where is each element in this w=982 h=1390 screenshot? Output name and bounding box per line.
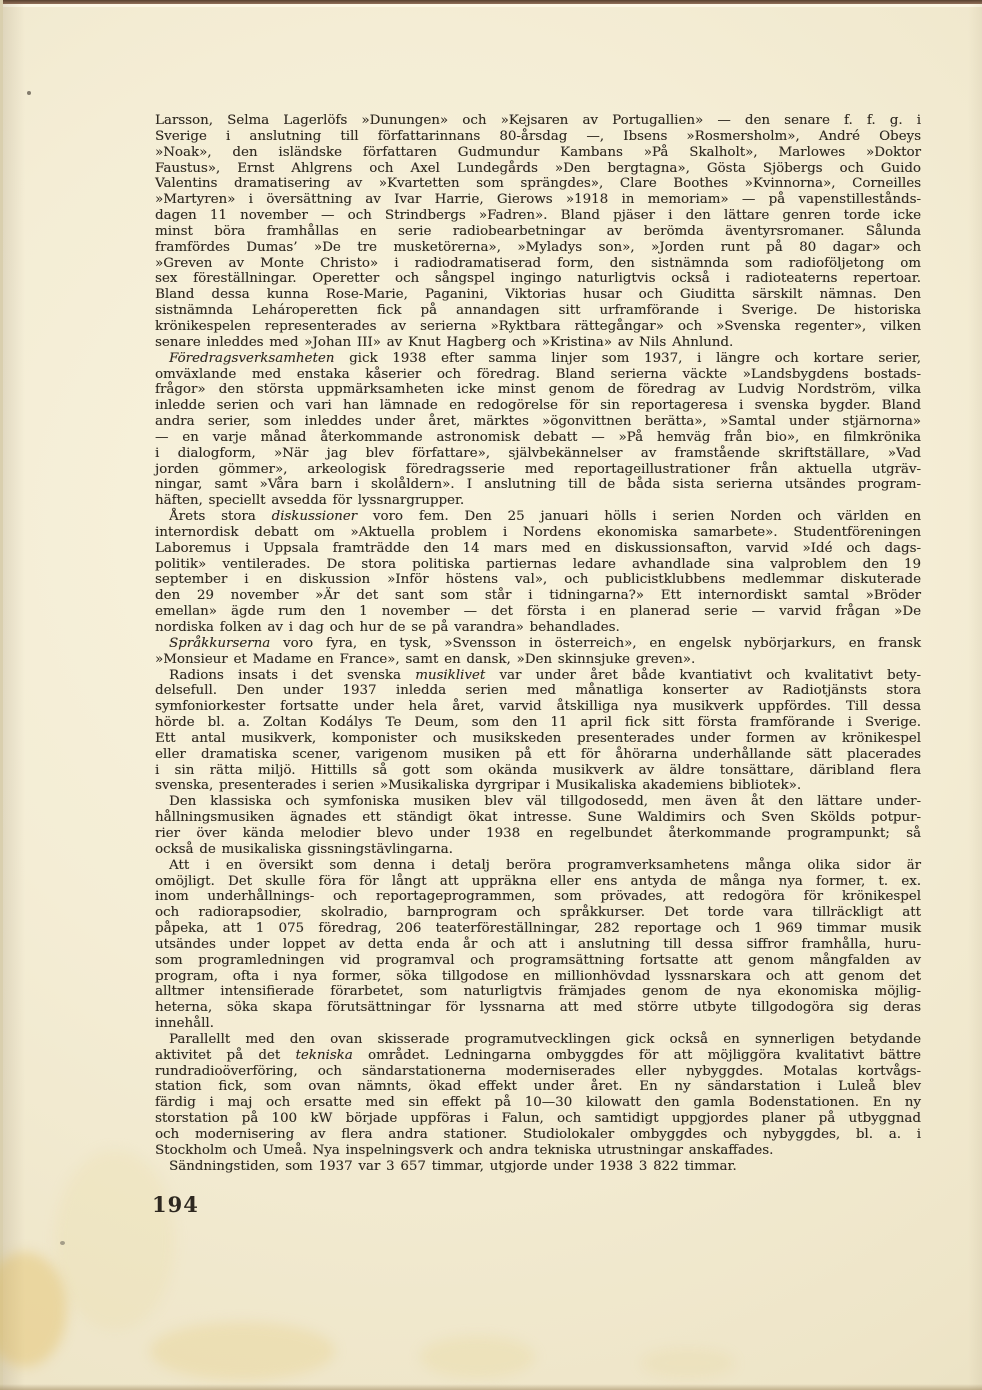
text-line: alltmer intensifierade förarbetet, som naturligtvis främjades genom de nya ekonomiska möjlig- bbox=[155, 984, 921, 1000]
text-line: jorden gömmer», arkeologisk föredragsserie med reportageillustrationer från aktuella utgräv- bbox=[155, 461, 921, 477]
text-line: i dialogform, »När jag blev författare», självbekännelser av framstående skriftställare, »Vad bbox=[155, 445, 921, 461]
text-line: sex föreställningar. Operetter och sångspel ingingo naturligtvis också i radioteaterns repertoar. bbox=[155, 271, 921, 287]
text-line: delsefull. Den under 1937 inledda serien med månatliga konserter av Radiotjänsts stora bbox=[155, 683, 921, 699]
text-line: svenska, presenterades i serien »Musikaliska dyrgripar i Musikaliska akademiens bibliotek». bbox=[155, 778, 802, 794]
text-line: färdig i maj och ersatte med sin effekt på 10—30 kilowatt den gamla Bodenstationen. En ny bbox=[155, 1095, 921, 1111]
text-line: »Noak», den isländske författaren Gudmundur Kambans »På Skalholt», Marlowes »Doktor bbox=[155, 144, 921, 160]
page-number: 194 bbox=[152, 1192, 199, 1217]
text-line: inom underhållnings- och reportageprogrammen, som prövades, att redogöra för krönikespel bbox=[155, 889, 921, 905]
text-line: Laboremus i Uppsala framträdde den 14 mars med en diskussionsafton, varvid »Idé och dags- bbox=[155, 540, 921, 556]
text-line: Föredragsverksamheten gick 1938 efter samma linjer som 1937, i längre och kortare serier, bbox=[169, 350, 921, 366]
text-line: Radions insats i det svenska musiklivet var under året både kvantiativt och kvalitativt bety- bbox=[169, 667, 921, 683]
page-right-shadow bbox=[968, 0, 982, 1390]
text-line: internordisk debatt om »Aktuella problem i Nordens ekonomiska samarbete». Studentföreningen bbox=[155, 524, 921, 540]
text-line: andra serier, som inleddes under året, märktes »ögonvittnen berätta», »Samtal under stjärnorna» bbox=[155, 414, 921, 430]
text-line: »Monsieur et Madame en France», samt en dansk, »Den skinnsjuke greven». bbox=[155, 651, 696, 667]
text-line: också de musikaliska gissningstävlingarna. bbox=[155, 841, 453, 857]
text-line: minst böra framhållas en serie radiobearbetningar av berömda äventyrsromaner. Sålunda bbox=[155, 223, 921, 239]
page-bottom-edge bbox=[0, 1384, 982, 1390]
text-line: omöjligt. Det skulle föra för långt att uppräkna eller ens antyda de många nya former, t. ex. bbox=[155, 873, 921, 889]
scan-stain bbox=[150, 1322, 335, 1380]
text-line: »Greven av Monte Christo» i radiodramatiserad form, den sistnämnda som radioföljetong om bbox=[155, 255, 921, 271]
text-line: Sverige i anslutning till författarinnans 80-årsdag —, Ibsens »Rosmersholm», André Obeys bbox=[155, 128, 921, 144]
text-line: september i en diskussion »Inför höstens val», och publicistklubbens medlemmar diskuterade bbox=[155, 572, 921, 588]
text-line: Den klassiska och symfoniska musiken blev väl tillgodosedd, men även åt den lättare under- bbox=[169, 794, 921, 810]
text-line: aktivitet på det tekniska området. Ledningarna ombyggdes för att möjliggöra kvalitativt bättre bbox=[155, 1047, 921, 1063]
text-line: program, ofta i nya former, söka tillgodose en millionhövdad lyssnarskara och att genom det bbox=[155, 968, 921, 984]
scan-stain bbox=[420, 1336, 535, 1378]
text-line: station fick, som ovan nämnts, ökad effekt under året. En ny sändarstation i Luleå blev bbox=[155, 1079, 921, 1095]
text-line: politik» ventilerades. De stora politiska partiernas ledare avhandlade sina valproblem den 19 bbox=[155, 556, 921, 572]
text-line: Faustus», Ernst Ahlgrens och Axel Lundegårds »Den bergtagna», Gösta Sjöbergs och Guido bbox=[155, 160, 921, 176]
text-line: den 29 november »Är det sant som står i tidningarna?» Ett internordiskt samtal »Bröder bbox=[155, 588, 921, 604]
text-line: rier över kända melodier blevo under 1938 en regelbundet återkommande programpunkt; så bbox=[155, 825, 921, 841]
scan-stain bbox=[640, 1348, 735, 1378]
text-line: eller dramatiska scener, varigenom musiken på ett för åhörarna underhållande sätt placerades bbox=[155, 746, 921, 762]
text-line: Att i en översikt som denna i detalj beröra programverksamhetens många olika sidor är bbox=[169, 857, 921, 873]
scan-stain bbox=[0, 1252, 67, 1367]
page-top-edge-highlight bbox=[0, 4, 982, 7]
text-line: omväxlande med enstaka kåserier och föredrag. Bland serierna väckte »Landsbygdens bostads- bbox=[155, 366, 921, 382]
text-line: sistnämnda Lehároperetten fick på annandagen sitt urframförande i Sverige. De historiska bbox=[155, 303, 921, 319]
text-line: Valentins dramatisering av »Kvartetten som sprängdes», Clare Boothes »Kvinnorna», Corneilles bbox=[155, 176, 921, 192]
text-line: häften, speciellt avsedda för lyssnargrupper. bbox=[155, 493, 465, 509]
text-line: rundradioöverföring, och sändarstationerna moderniserades eller nybyggdes. Motalas kortvågs- bbox=[155, 1063, 921, 1079]
text-line: krönikespelen representerades av serierna »Ryktbara rättegångar» och »Svenska regenter», vilken bbox=[155, 318, 921, 334]
text-line: påpeka, att 1 075 föredrag, 206 teaterföreställningar, 282 reportage och 1 969 timmar musik bbox=[155, 921, 921, 937]
page-left-shadow bbox=[3, 0, 25, 1390]
page-body bbox=[155, 113, 921, 1175]
text-line: och radiorapsodier, skolradio, barnprogram och språkkurser. Det torde vara tillräckligt att bbox=[155, 905, 921, 921]
text-line: frågor» den största uppmärksamheten icke minst genom de föredrag av Ludvig Nordström, vilka bbox=[155, 382, 921, 398]
text-line: Årets stora diskussioner voro fem. Den 25 januari hölls i serien Norden och världen en bbox=[169, 509, 921, 525]
text-line: Ett antal musikverk, komponister och musikskeden presenterades under formen av krönikespel bbox=[155, 730, 921, 746]
text-line: symfoniorkester fortsatte under hela året, varvid åtskilliga nya musikverk uppfördes. Till dessa bbox=[155, 699, 921, 715]
text-line: framfördes Dumas’ »De tre musketörerna», »Myladys son», »Jorden runt på 80 dagar» och bbox=[155, 239, 921, 255]
text-line: — en varje månad återkommande astronomisk debatt — »På hemväg från bio», en filmkrönika bbox=[155, 429, 921, 445]
text-line: hörde bl. a. Zoltan Kodálys Te Deum, som den 11 april fick sitt första framförande i Sverige. bbox=[155, 715, 921, 731]
text-line: Bland dessa kunna Rose-Marie, Paganini, Viktorias husar och Giuditta särskilt nämnas. Den bbox=[155, 287, 921, 303]
text-line: dagen 11 november — och Strindbergs »Fadren». Bland pjäser i den lättare genren torde icke bbox=[155, 208, 921, 224]
text-line: »Martyren» i översättning av Ivar Harrie, Gierows »1918 in memoriam» — på vapenstillestånds- bbox=[155, 192, 921, 208]
text-line: hållningsmusiken ägnades ett ständigt ökat intresse. Sune Waldimirs och Sven Skölds potpur- bbox=[155, 810, 921, 826]
text-line: heterna, söka skapa förutsättningar för lyssnarna att med större utbyte tillgodogöra sig deras bbox=[155, 1000, 921, 1016]
text-line: som programledningen vid programval och programsättning fortsatte att genom mångfalden av bbox=[155, 952, 921, 968]
text-line: storstation på 100 kW började uppföras i Falun, och samtidigt uppgjordes planer på utbyggnad bbox=[155, 1111, 921, 1127]
text-line: ningar, samt »Våra barn i skolåldern». I anslutning till de båda sista serierna utsändes program- bbox=[155, 477, 921, 493]
text-line: utsändes under loppet av detta enda år och att i anslutning till dessa siffror framhålla, huru- bbox=[155, 936, 921, 952]
text-line: emellan» ägde rum den 1 november — det första i en planerad serie — varvid frågan »De bbox=[155, 604, 921, 620]
text-line: nordiska folken av i dag och hur de se på varandra» behandlades. bbox=[155, 620, 620, 635]
text-line: Parallellt med den ovan skisserade programutvecklingen gick också en synnerligen betydande bbox=[169, 1031, 921, 1047]
text-line: och modernisering av flera andra stationer. Studiolokaler ombyggdes och nybyggdes, bl. a. i bbox=[155, 1127, 921, 1142]
scan-speck bbox=[27, 91, 31, 95]
text-line: Sändningstiden, som 1937 var 3 657 timmar, utgjorde under 1938 3 822 timmar. bbox=[169, 1158, 737, 1174]
text-line: inledde serien och vari han lämnade en redogörelse för sin reportageresa i svenska bygder. Bland bbox=[155, 398, 921, 414]
text-line: Larsson, Selma Lagerlöfs »Dunungen» och »Kejsaren av Portugallien» — den senare f. f. g. i bbox=[155, 113, 921, 128]
scan-stain bbox=[55, 1150, 175, 1330]
text-line: innehåll. bbox=[155, 1016, 214, 1032]
text-line: Stockholm och Umeå. Nya inspelningsverk och andra tekniska utrustningar anskaffades. bbox=[155, 1142, 774, 1158]
text-line: senare inleddes med »Johan III» av Knut Hagberg och »Kristina» av Nils Ahnlund. bbox=[155, 334, 734, 350]
scan-speck bbox=[60, 1241, 65, 1245]
text-line: Språkkurserna voro fyra, en tysk, »Svensson in österreich», en engelsk nybörjarkurs, en fransk bbox=[169, 635, 921, 651]
text-line: i sin rätta miljö. Hittills så gott som okända musikverk av äldre tonsättare, däribland flera bbox=[155, 762, 921, 778]
